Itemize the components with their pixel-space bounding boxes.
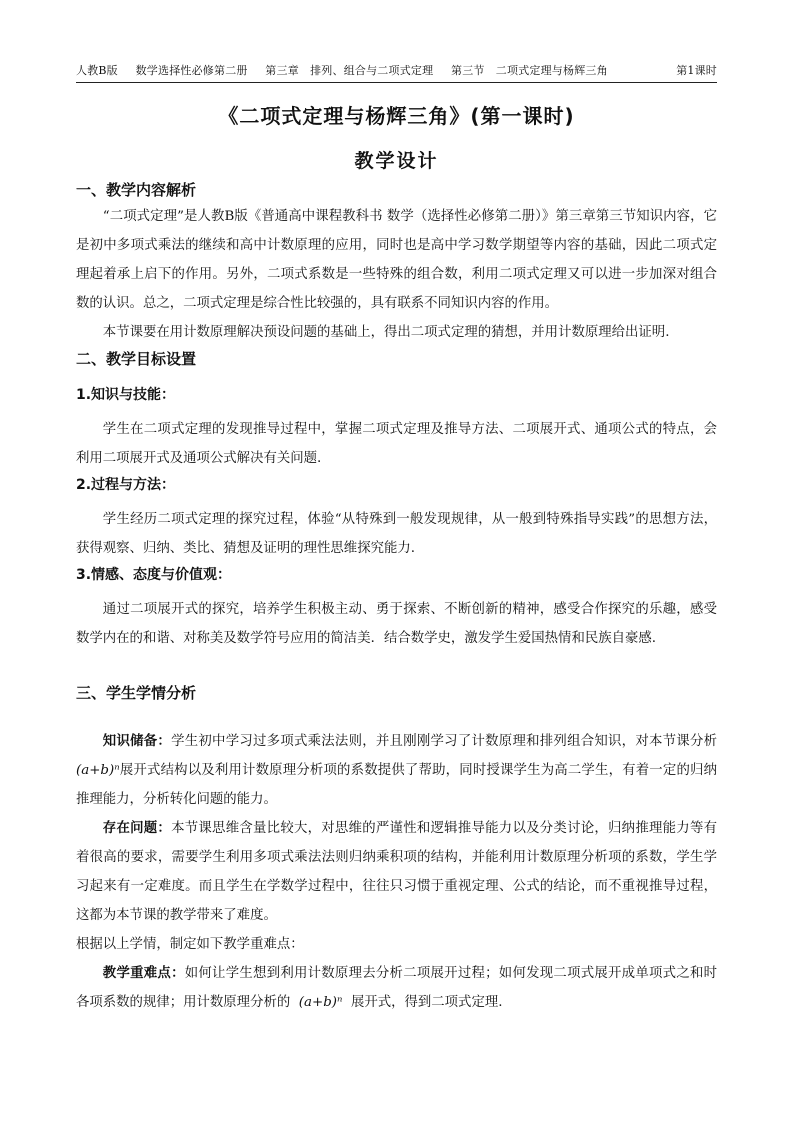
paragraph-existing-problems: 存在问题：本节课思维含量比较大，对思维的严谨性和逻辑推导能力以及分类讨论，归纳推理能力等有着很高的要求，需要学生利用多项式乘法法则归纳乘积项的结构，并能利用计数原理分析项的系数，学生学习起来有一定难度。而且学生在学数学过程中，往往只习惯于重视定理、公式的结论，而不重视推导过程，这都为本节课的教学带来了难度。 — [76, 821, 718, 923]
section-heading-student-analysis: 三、学生学情分析 — [76, 684, 197, 702]
objective-heading-attitude: 3.情感、态度与价值观： — [76, 567, 232, 583]
paragraph: “二项式定理”是人教B版《普通高中课程教科书 数学（选择性必修第二册）》第三章第三节知识内容，它是初中多项式乘法的继续和高中计数原理的应用，同时也是高中学习数学期望等内容的基础，因此二项式定理起着承上启下的作用。另外，二项式系数是一些特殊的组合数，利用二项式定理又可以进一步加深对组合数的认识。总之，二项式定理是综合性比较强的，具有联系不同知识内容的作用。 — [76, 209, 717, 311]
lead-existing-problems: 存在问题： — [102, 821, 172, 836]
paragraph: 学生在二项式定理的发现推导过程中，掌握二项式定理及推导方法、二项展开式、通项公式的特点，会利用二项展开式及通项公式解决有关问题. — [76, 422, 717, 466]
header-lesson: 第1课时 — [676, 64, 717, 77]
paragraph-knowledge-reserve: 知识储备：学生初中学习过多项式乘法法则，并且刚刚学习了计数原理和排列组合知识，对本节课分析(a+b)ⁿ展开式结构以及利用计数原理分析项的系数提供了帮助，同时授课学生为高二学生，有着一定的归纳推理能力，分析转化问题的能力。 — [76, 734, 718, 807]
document-title: 《二项式定理与杨辉三角》(第一课时) — [218, 104, 575, 128]
lead-key-difficulties: 教学重难点： — [102, 966, 185, 981]
paragraph-key-difficulties: 教学重难点：如何让学生想到利用计数原理去分析二项展开过程；如何发现二项式展开成单项式之和时各项系数的规律；用计数原理分析的 (a+b)ⁿ 展开式，得到二项式定理. — [76, 966, 718, 1010]
lead-knowledge-reserve: 知识储备： — [102, 734, 172, 749]
document-body — [76, 178, 717, 1017]
objective-heading-knowledge: 1.知识与技能： — [76, 387, 176, 403]
binomial-formula: (a+b)ⁿ — [298, 995, 343, 1010]
binomial-formula: (a+b)ⁿ — [76, 763, 120, 778]
header-book: 数学选择性必修第二册 — [135, 64, 248, 77]
document-subtitle: 教学设计 — [354, 150, 439, 172]
paragraph: 本节课要在用计数原理解决预设问题的基础上，得出二项式定理的猜想，并用计数原理给出证明. — [102, 325, 670, 340]
paragraph-basis: 根据以上学情，制定如下教学重难点： — [76, 937, 304, 952]
header-chapter: 第三章 排列、组合与二项式定理 — [265, 64, 434, 77]
running-header — [76, 62, 717, 83]
section-heading-content-analysis: 一、教学内容解析 — [76, 181, 197, 199]
objective-heading-process: 2.过程与方法： — [76, 477, 176, 493]
paragraph: 学生经历二项式定理的探究过程，体验“从特殊到一般发现规律，从一般到特殊指导实践”的思想方法，获得观察、归纳、类比、猜想及证明的理性思维探究能力. — [76, 512, 717, 556]
section-heading-objectives: 二、教学目标设置 — [76, 350, 197, 368]
header-section: 第三节 二项式定理与杨辉三角 — [451, 64, 608, 77]
paragraph: 通过二项展开式的探究，培养学生积极主动、勇于探索、不断创新的精神，感受合作探究的乐趣，感受数学内在的和谐、对称美及数学符号应用的简洁美．结合数学史，激发学生爱国热情和民族自豪感. — [76, 602, 717, 646]
header-edition: 人教B版 — [76, 64, 118, 77]
